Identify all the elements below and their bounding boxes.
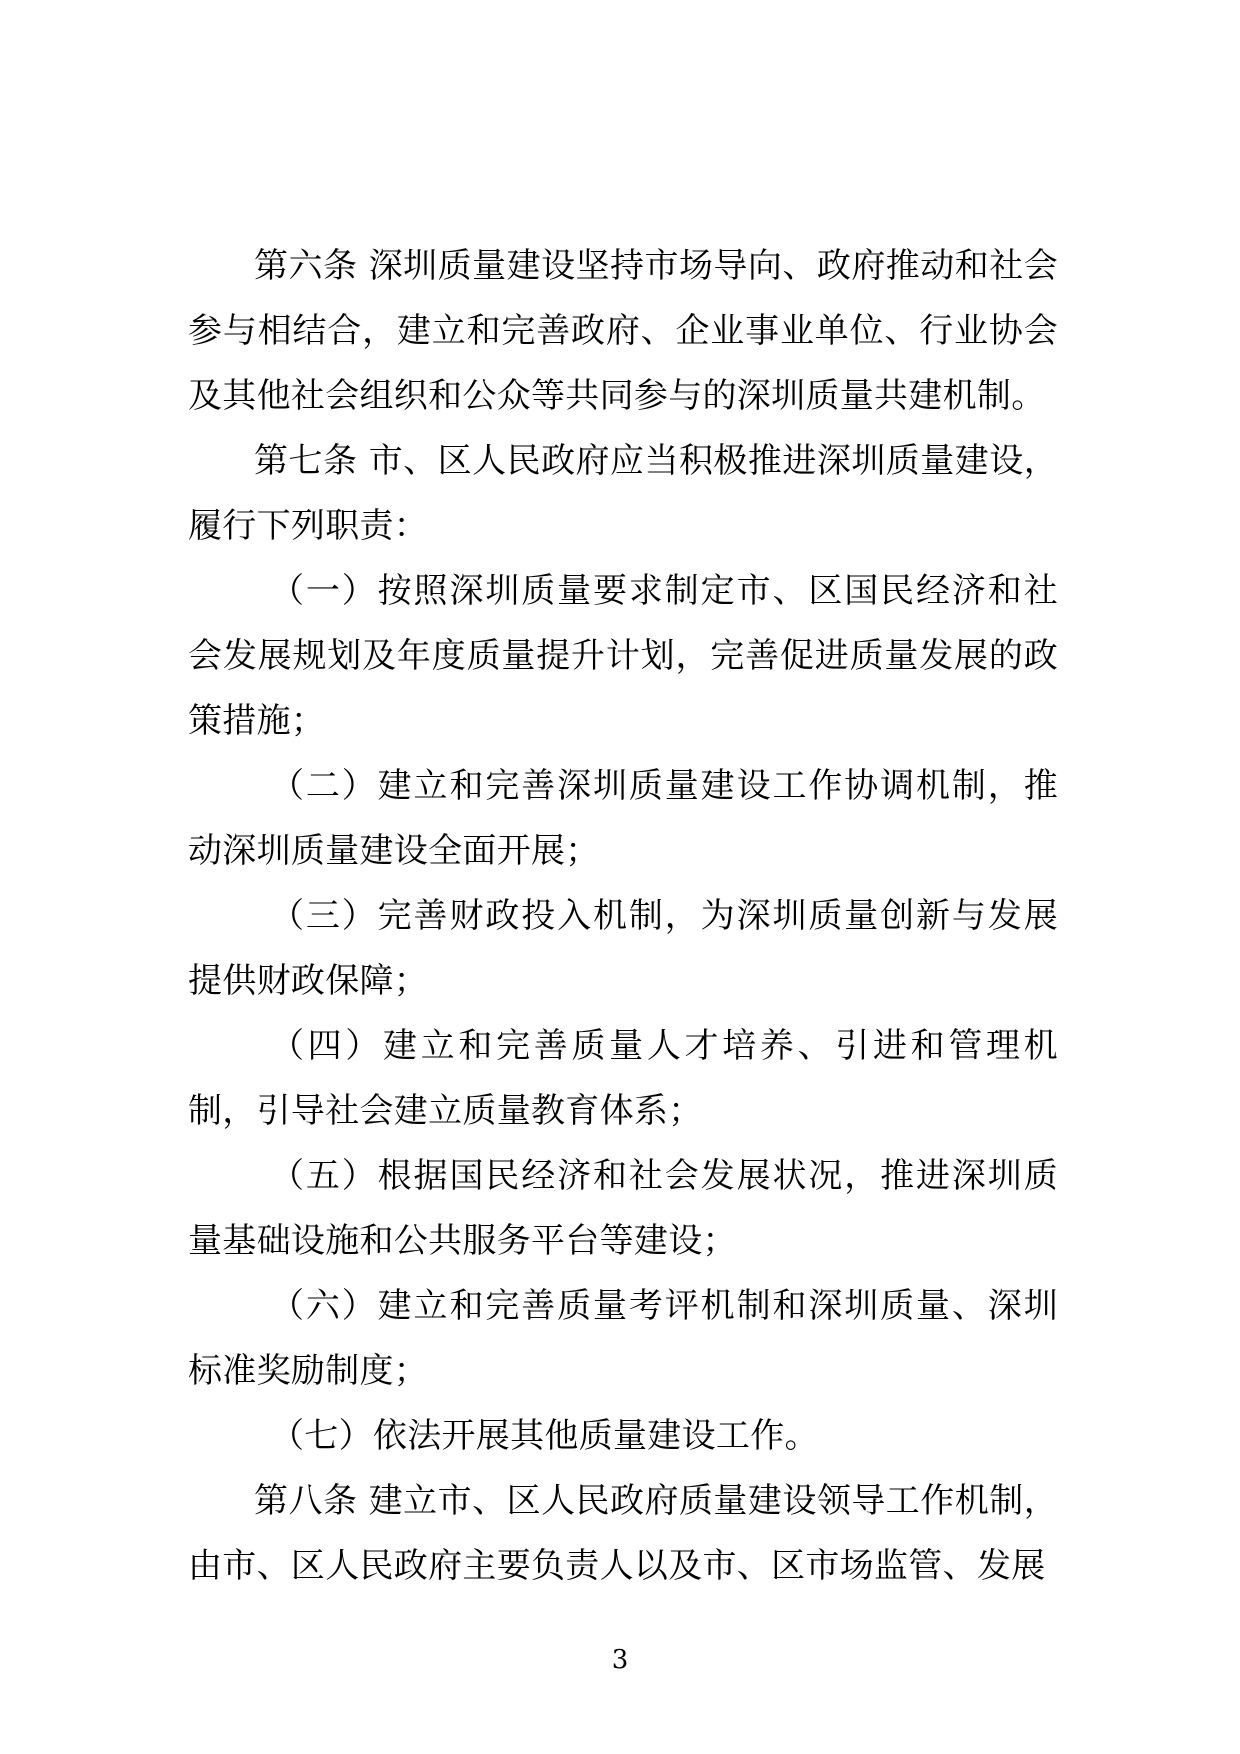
article-7-item-1: （一）按照深圳质量要求制定市、区国民经济和社会发展规划及年度质量提升计划，完善促进质量发展的政策措施； bbox=[188, 571, 1058, 741]
document-body bbox=[188, 234, 1058, 1599]
article-7-item-5: （五）根据国民经济和社会发展状况，推进深圳质量基础设施和公共服务平台等建设； bbox=[188, 1156, 1058, 1261]
article-7-item-3: （三）完善财政投入机制，为深圳质量创新与发展提供财政保障； bbox=[188, 896, 1058, 1001]
article-6-paragraph: 第六条 深圳质量建设坚持市场导向、政府推动和社会参与相结合，建立和完善政府、企业事业单位、行业协会及其他社会组织和公众等共同参与的深圳质量共建机制。 bbox=[188, 246, 1058, 416]
article-7-item-6: （六）建立和完善质量考评机制和深圳质量、深圳标准奖励制度； bbox=[188, 1286, 1058, 1391]
article-7-item-7: （七）依法开展其他质量建设工作。 bbox=[270, 1416, 819, 1456]
page-number: 3 bbox=[611, 1645, 629, 1675]
article-7-item-2: （二）建立和完善深圳质量建设工作协调机制，推动深圳质量建设全面开展； bbox=[188, 766, 1058, 871]
article-7-paragraph: 第七条 市、区人民政府应当积极推进深圳质量建设，履行下列职责： bbox=[188, 441, 1058, 546]
article-8-paragraph: 第八条 建立市、区人民政府质量建设领导工作机制，由市、区人民政府主要负责人以及市、区市场监管、发展 bbox=[188, 1481, 1058, 1586]
article-7-item-4: （四）建立和完善质量人才培养、引进和管理机制，引导社会建立质量教育体系； bbox=[188, 1026, 1058, 1131]
